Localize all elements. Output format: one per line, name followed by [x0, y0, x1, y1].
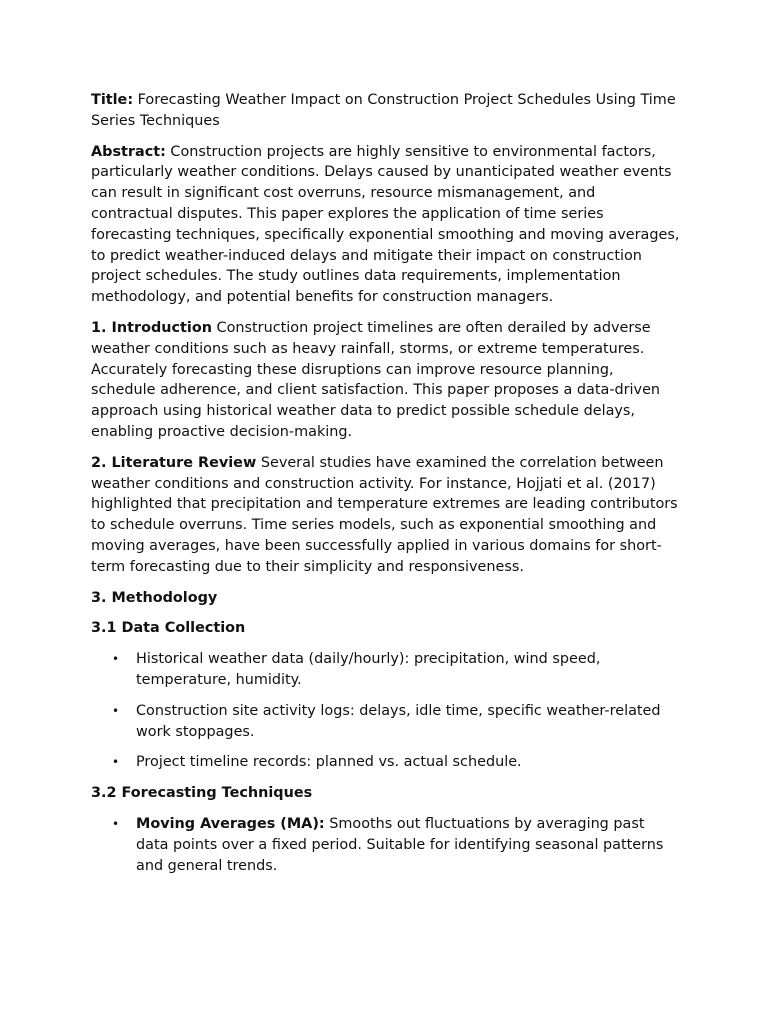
bullet-icon: • [112, 755, 120, 770]
abstract-label: Abstract: [91, 143, 166, 160]
title-paragraph [91, 90, 680, 132]
bullet-icon: • [112, 816, 120, 831]
introduction-paragraph [91, 318, 680, 443]
abstract-paragraph [91, 142, 680, 308]
list-item-text: Project timeline records: planned vs. actual schedule. [136, 754, 522, 771]
forecasting-techniques-heading: 3.2 Forecasting Techniques [91, 785, 313, 802]
introduction-text: Construction project timelines are often derailed by adverse weather conditions such as heavy rainfall, storms, or extreme temperatures. Accurately forecasting these disruptions can improve resource planning, schedule adherence, and client satisfaction. This paper proposes a data-driven approach using historical weather data to predict possible schedule delays, enabling proactive decision-making. [91, 319, 661, 440]
abstract-text: Construction projects are highly sensitive to environmental factors, particularly weather conditions. Delays caused by unanticipated weather events can result in significant cost overruns, resource mismanagement, and contractual disputes. This paper explores the application of time series forecasting techniques, specifically exponential smoothing and moving averages, to predict weather-induced delays and mitigate their impact on construction project schedules. The study outlines data requirements, implementation methodology, and potential benefits for construction managers. [91, 143, 680, 306]
list-item-text: Historical weather data (daily/hourly): precipitation, wind speed, temperature, humidity. [136, 651, 601, 688]
methodology-heading: 3. Methodology [91, 589, 218, 606]
list-item [112, 752, 680, 773]
data-collection-heading: 3.1 Data Collection [91, 620, 246, 637]
title-text: Forecasting Weather Impact on Construction Project Schedules Using Time Series Techniques [91, 92, 676, 129]
data-collection-list [91, 649, 680, 773]
forecasting-techniques-list [91, 814, 680, 876]
bullet-icon: • [112, 652, 120, 667]
list-item [112, 814, 680, 876]
list-item-label: Moving Averages (MA): [136, 815, 325, 832]
list-item-text: Smooths out fluctuations by averaging past data points over a fixed period. Suitable for identifying seasonal patterns and general trends. [136, 815, 664, 874]
introduction-heading: 1. Introduction [91, 319, 212, 336]
title-label: Title: [91, 92, 134, 108]
list-item [112, 649, 680, 691]
list-item [112, 701, 680, 743]
list-item-text: Construction site activity logs: delays, idle time, specific weather-related work stoppages. [136, 702, 661, 740]
literature-review-paragraph [91, 453, 680, 578]
literature-review-heading: 2. Literature Review [91, 454, 257, 471]
bullet-icon: • [112, 703, 120, 718]
literature-review-text: Several studies have examined the correlation between weather conditions and construction activity. For instance, Hojjati et al. (2017) highlighted that precipitation and temperature extremes are leading contributors to schedule overruns. Time series models, such as exponential smoothing and moving averages, have been successfully applied in various domains for short-term forecasting due to their simplicity and responsiveness. [91, 454, 678, 575]
